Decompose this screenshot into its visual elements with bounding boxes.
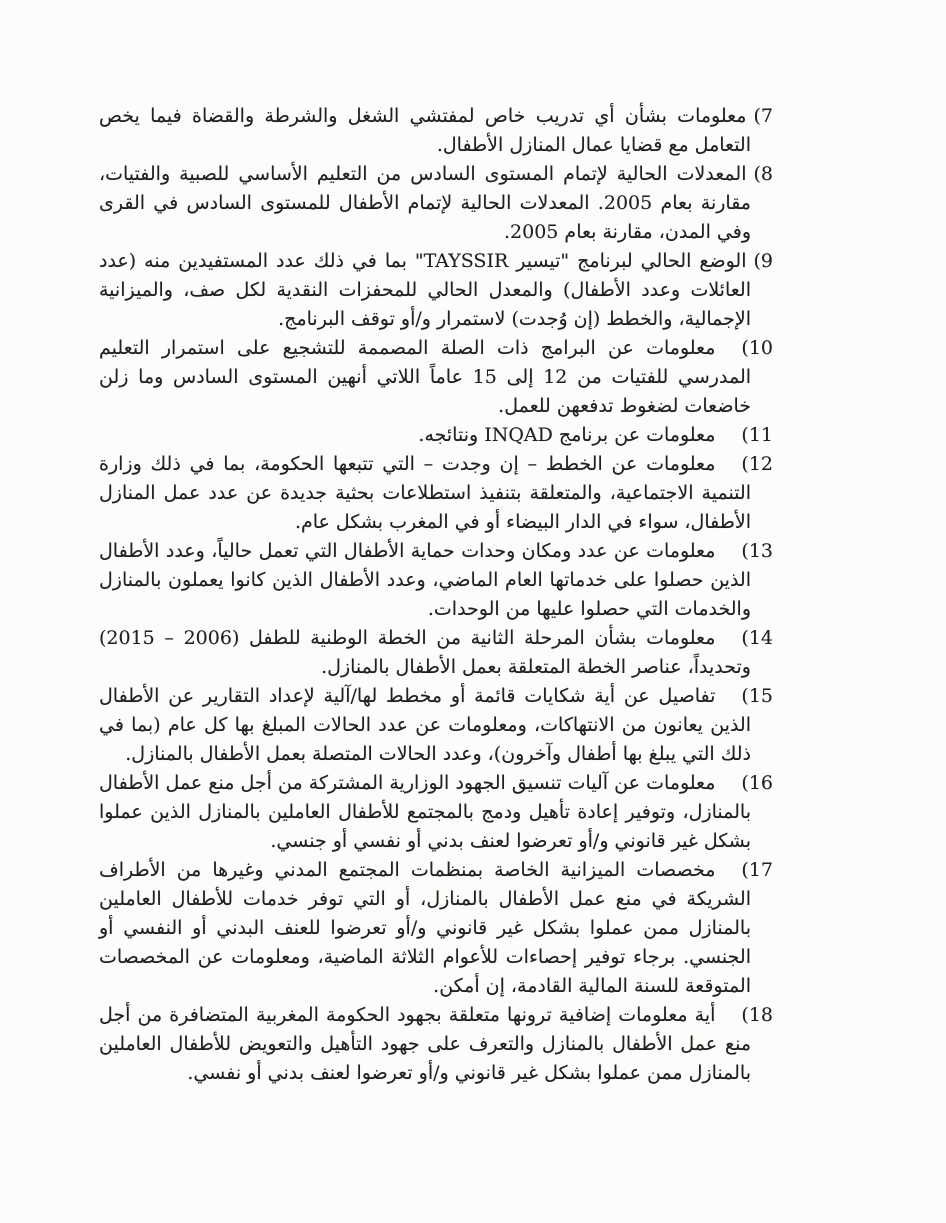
item-number: (9: [753, 250, 773, 272]
item-number: (10: [741, 337, 773, 359]
list-item: [99, 421, 773, 450]
item-number: (14: [741, 627, 773, 649]
item-number: (8: [753, 163, 773, 185]
list-item: [99, 102, 773, 160]
item-text: معلومات عن آليات تنسيق الجهود الوزارية المشتركة من أجل منع عمل الأطفال بالمنازل، وتوفير إعادة تأهيل ودمج بالمجتمع للأطفال العاملين بالمنازل الذين عملوا بشكل غير قانوني و/أو تعرضوا لعنف بدني أو نفسي أو جنسي.: [99, 772, 751, 852]
list-item: [99, 624, 773, 682]
item-text: معلومات بشأن المرحلة الثانية من الخطة الوطنية للطفل (2006 – 2015) وتحديداً، عناصر الخطة المتعلقة بعمل الأطفال بالمنازل.: [99, 627, 751, 678]
list-item: [99, 334, 773, 421]
list-item: [99, 856, 773, 1001]
item-number: (12: [741, 453, 773, 475]
list-item: [99, 450, 773, 537]
item-number: (15: [741, 685, 773, 707]
item-number: (17: [741, 859, 773, 881]
item-text: معلومات عن عدد ومكان وحدات حماية الأطفال التي تعمل حالياً، وعدد الأطفال الذين حصلوا على خدماتها العام الماضي، وعدد الأطفال الذين كانوا يعملون بالمنازل والخدمات التي حصلوا عليها من الوحدات.: [99, 540, 751, 620]
item-number: (18: [741, 1004, 773, 1026]
item-number: (13: [741, 540, 773, 562]
list-item: [99, 247, 773, 334]
item-number: (7: [753, 105, 773, 127]
list-item: [99, 537, 773, 624]
item-text: معلومات عن برنامج INQAD ونتائجه.: [418, 424, 716, 446]
list-item: [99, 682, 773, 769]
item-text: معلومات بشأن أي تدريب خاص لمفتشي الشغل والشرطة والقضاة فيما يخص التعامل مع قضايا عمال المنازل الأطفال.: [99, 105, 751, 156]
item-number: (16: [741, 772, 773, 794]
numbered-list: [99, 102, 773, 1088]
list-item: [99, 769, 773, 856]
item-text: أية معلومات إضافية ترونها متعلقة بجهود الحكومة المغربية المتضافرة من أجل منع عمل الأطفال بالمنازل والتعرف على جهود التأهيل والتعويض للأطفال العاملين بالمنازل ممن عملوا بشكل غير قانوني و/أو تعرضوا لعنف بدني أو نفسي.: [99, 1004, 751, 1084]
item-text: المعدلات الحالية لإتمام المستوى السادس من التعليم الأساسي للصبية والفتيات، مقارنة بعام 2005. المعدلات الحالية لإتمام الأطفال للمستوى السادس في القرى وفي المدن، مقارنة بعام 2005.: [99, 163, 751, 243]
item-text: الوضع الحالي لبرنامج "تيسير TAYSSIR" بما في ذلك عدد المستفيدين منه (عدد العائلات وعدد الأطفال) والمعدل الحالي للمحفزات النقدية لكل صف، والميزانية الإجمالية، والخطط (إن وُجدت) لاستمرار و/أو توقف البرنامج.: [99, 250, 751, 330]
list-item: [99, 1001, 773, 1088]
item-number: (11: [741, 424, 773, 446]
item-text: تفاصيل عن أية شكايات قائمة أو مخطط لها/آلية لإعداد التقارير عن الأطفال الذين يعانون من الانتهاكات، ومعلومات عن عدد الحالات المبلغ بها كل عام (بما في ذلك التي يبلغ بها أطفال وآخرون)، وعدد الحالات المتصلة بعمل الأطفال بالمنازل.: [99, 685, 751, 765]
item-text: مخصصات الميزانية الخاصة بمنظمات المجتمع المدني وغيرها من الأطراف الشريكة في منع عمل الأطفال بالمنازل، أو التي توفر خدمات للأطفال العاملين بالمنازل ممن عملوا بشكل غير قانوني و/أو تعرضوا للعنف البدني أو النفسي أو الجنسي. برجاء توفير إحصاءات للأعوام الثلاثة الماضية، ومعلومات عن المخصصات المتوقعة للسنة المالية القادمة، إن أمكن.: [99, 859, 751, 997]
item-text: معلومات عن البرامج ذات الصلة المصممة للتشجيع على استمرار التعليم المدرسي للفتيات من 12 إلى 15 عاماً اللاتي أنهين المستوى السادس وما زلن خاضعات لضغوط تدفعهن للعمل.: [99, 337, 752, 417]
list-item: [99, 160, 773, 247]
item-text: معلومات عن الخطط – إن وجدت – التي تتبعها الحكومة، بما في ذلك وزارة التنمية الاجتماعية، والمتعلقة بتنفيذ استطلاعات بحثية جديدة عن عدد عمل المنازل الأطفال، سواء في الدار البيضاء أو في المغرب بشكل عام.: [99, 453, 751, 533]
